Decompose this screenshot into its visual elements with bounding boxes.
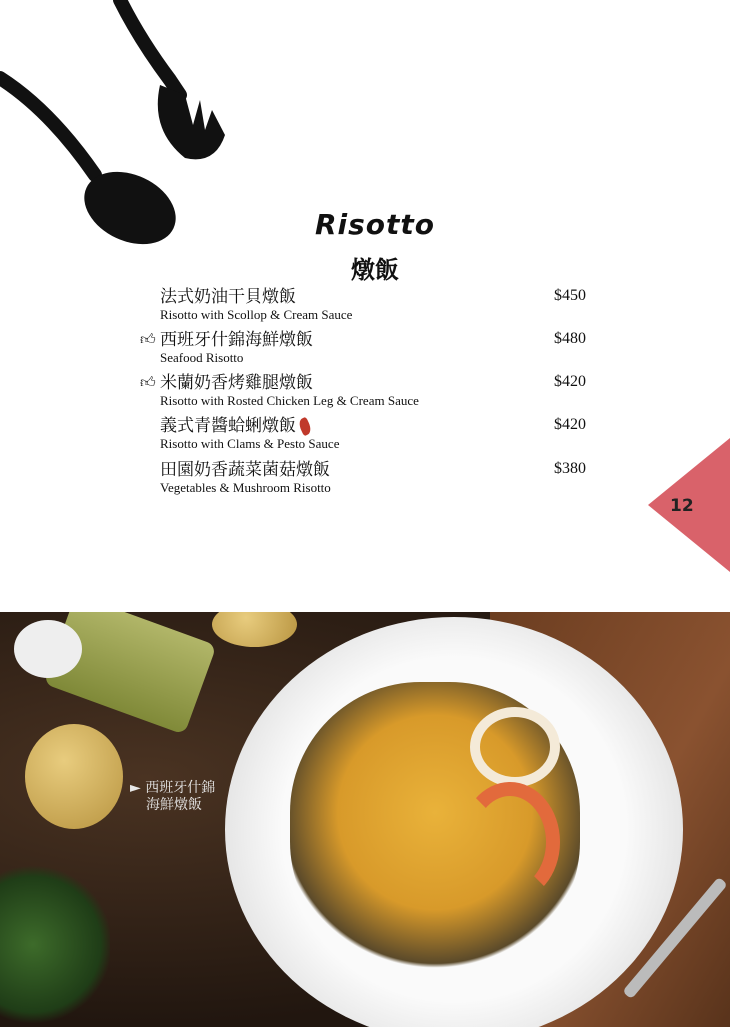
thumbs-up-icon: 👍︎ xyxy=(140,332,156,348)
item-name-en: Risotto with Clams & Pesto Sauce xyxy=(160,436,340,451)
item-name-en: Seafood Risotto xyxy=(160,350,244,365)
item-name-en: Risotto with Rosted Chicken Leg & Cream Sauce xyxy=(160,393,419,408)
caption-line-1: 西班牙什錦 xyxy=(145,780,216,796)
item-name-zh: 田園奶香蔬菜菌菇燉飯 xyxy=(160,460,330,479)
item-price: $450 xyxy=(554,287,586,304)
chili-pepper-icon xyxy=(297,416,313,436)
photo-caption xyxy=(130,780,215,814)
caption-arrow-icon: ► xyxy=(130,780,141,796)
caption-line-2: 海鮮燉飯 xyxy=(146,797,202,813)
thumbs-up-icon: 👍︎ xyxy=(140,375,156,391)
menu-item xyxy=(160,287,586,323)
item-price: $480 xyxy=(554,330,586,347)
item-price: $380 xyxy=(554,460,586,477)
menu-item xyxy=(140,330,586,366)
seafood-risotto-photo xyxy=(0,612,730,1027)
item-name-en: Vegetables & Mushroom Risotto xyxy=(160,480,331,495)
section-title-zh: 燉飯 xyxy=(351,255,399,284)
item-name-en: Risotto with Scollop & Cream Sauce xyxy=(160,307,353,322)
item-name-zh: 法式奶油干貝燉飯 xyxy=(160,287,296,306)
menu-item xyxy=(160,416,586,452)
item-name-zh: 義式青醬蛤蜊燉飯 xyxy=(160,416,296,435)
menu-item xyxy=(160,460,586,496)
item-name-zh: 米蘭奶香烤雞腿燉飯 xyxy=(160,373,313,392)
section-title-en: Risotto xyxy=(314,208,436,241)
item-price: $420 xyxy=(554,416,586,433)
item-name-zh: 西班牙什錦海鮮燉飯 xyxy=(160,330,313,349)
item-price: $420 xyxy=(554,373,586,390)
menu-item xyxy=(140,373,586,409)
page-number: 12 xyxy=(670,496,694,516)
